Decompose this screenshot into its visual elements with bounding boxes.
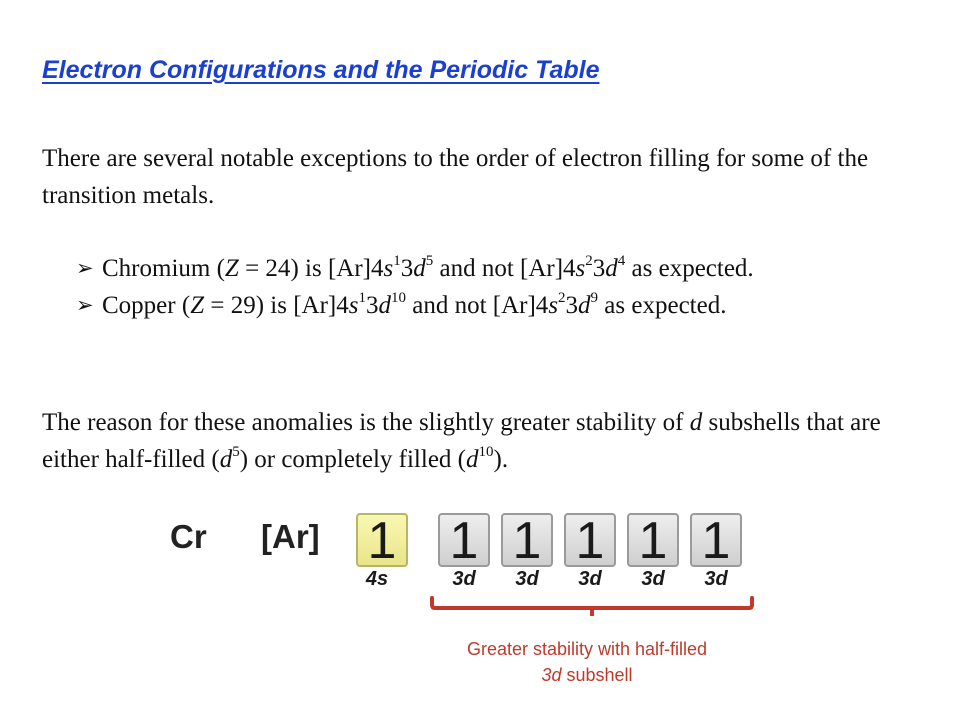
orbital-box-3d — [564, 512, 616, 570]
list-item-chromium: ➢ Chromium (Z = 24) is $[Ar]4s^13d^5$ and not $[Ar]4s^23d^4$ as expected. — [42, 250, 922, 287]
list-item-copper: ➢ Copper (Z = 29) is $[Ar]4s^13d^{10}$ and not $[Ar]4s^23d^9$ as expected. — [42, 287, 922, 324]
spin-up-arrow-icon: 1 — [512, 512, 542, 570]
reason-paragraph: The reason for these anomalies is the slightly greater stability of d subshells that are either half-filled $(d^5)$ or completely filled $(d^{10})$. — [42, 409, 881, 473]
spin-up-arrow-icon: 1 — [575, 512, 605, 570]
d-superscript: 5 — [425, 252, 434, 269]
atomic-number-symbol: Z — [224, 255, 239, 282]
note-line-2: 3d subshell — [541, 665, 633, 685]
tail-text: as expected. — [631, 255, 754, 282]
spin-up-arrow-icon: 1 — [638, 512, 668, 570]
subshell-bracket — [429, 596, 755, 616]
not-label: and not [Ar]4 — [412, 292, 549, 319]
stability-note — [400, 636, 774, 688]
orbital-box-3d — [627, 512, 679, 570]
element-name: Chromium — [102, 255, 211, 282]
orbital-label-3d: 3d — [578, 568, 602, 590]
note-line-1: Greater stability with half-filled — [466, 639, 708, 659]
orbital-box-3d — [690, 512, 742, 570]
core-configuration: [Ar] — [261, 518, 320, 555]
orbital-label-3d: 3d — [452, 568, 476, 590]
atomic-number-value: = 24 — [238, 255, 291, 282]
orbital-label-3d: 3d — [641, 568, 665, 590]
slide-title: Electron Configurations and the Periodic Table — [42, 56, 600, 84]
d-superscript: 10 — [390, 289, 406, 306]
orbital-box-3d — [438, 512, 490, 570]
s-superscript: 1 — [358, 289, 366, 306]
is-label: is [Ar]4 — [305, 255, 384, 282]
tail-text: as expected. — [604, 292, 727, 319]
s-superscript: 1 — [393, 252, 401, 269]
intro-paragraph: There are several notable exceptions to the order of electron filling for some of the transition metals. — [42, 145, 869, 209]
d-superscript-expected: 9 — [590, 289, 599, 306]
orbital-label-3d: 3d — [515, 568, 539, 590]
atomic-number-symbol: Z — [190, 292, 205, 319]
exceptions-list — [42, 250, 922, 324]
atomic-number-value: = 29 — [204, 292, 256, 319]
spin-up-arrow-icon: 1 — [701, 512, 731, 570]
orbital-box-4s — [356, 512, 408, 570]
s-superscript-expected: 2 — [558, 289, 566, 306]
orbital-box-3d — [501, 512, 553, 570]
orbital-label-4s: 4s — [365, 568, 389, 590]
s-superscript-expected: 2 — [585, 252, 593, 269]
arrow-bullet-icon: ➢ — [76, 256, 94, 280]
orbital-label-3d: 3d — [704, 568, 728, 590]
is-label: is [Ar]4 — [270, 292, 349, 319]
spin-up-arrow-icon: 1 — [367, 512, 397, 570]
d-superscript-expected: 4 — [617, 252, 626, 269]
element-symbol: Cr — [170, 518, 207, 555]
arrow-bullet-icon: ➢ — [76, 293, 94, 317]
not-label: and not [Ar]4 — [439, 255, 576, 282]
spin-up-arrow-icon: 1 — [449, 512, 479, 570]
element-name: Copper — [102, 292, 176, 319]
